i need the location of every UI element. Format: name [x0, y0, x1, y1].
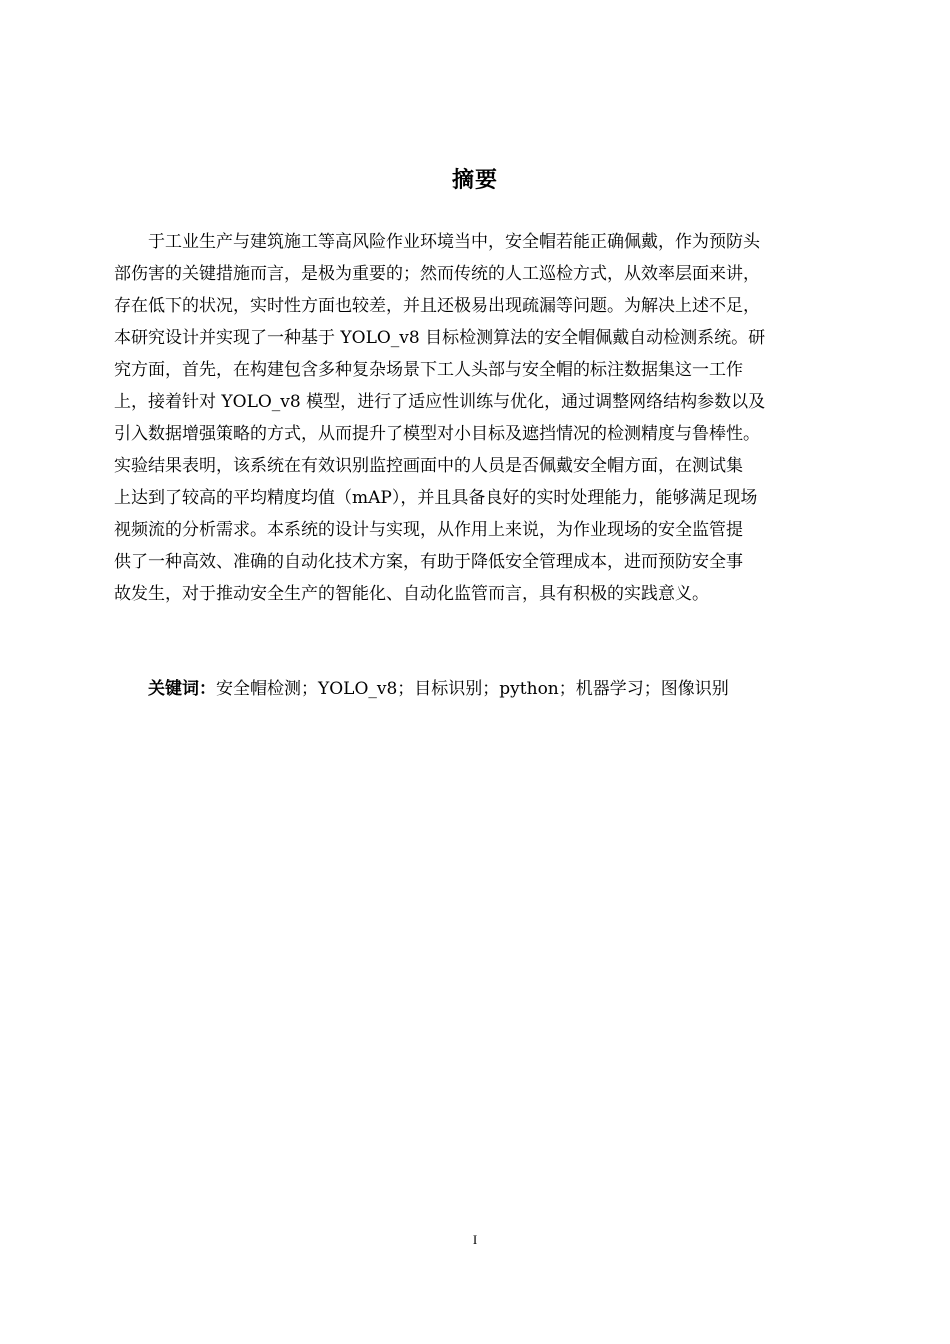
abstract-line: 存在低下的状况，实时性方面也较差，并且还极易出现疏漏等问题。为解决上述不足，: [114, 296, 760, 316]
abstract-line: 实验结果表明，该系统在有效识别监控画面中的人员是否佩戴安全帽方面，在测试集: [114, 456, 743, 476]
keywords-line: [148, 675, 729, 703]
keywords-text: 安全帽检测；YOLO_v8；目标识别；python；机器学习；图像识别: [216, 679, 729, 699]
abstract-line: 本研究设计并实现了一种基于 YOLO_v8 目标检测算法的安全帽佩戴自动检测系统。研: [114, 328, 766, 348]
abstract-body: [114, 226, 838, 610]
abstract-line: 究方面，首先，在构建包含多种复杂场景下工人头部与安全帽的标注数据集这一工作: [114, 360, 743, 380]
abstract-line: 视频流的分析需求。本系统的设计与实现，从作用上来说，为作业现场的安全监管提: [114, 520, 743, 540]
abstract-line: 于工业生产与建筑施工等高风险作业环境当中，安全帽若能正确佩戴，作为预防头: [148, 232, 760, 252]
abstract-line: 上，接着针对 YOLO_v8 模型，进行了适应性训练与优化，通过调整网络结构参数以及: [114, 392, 766, 412]
page-number: I: [472, 1232, 478, 1247]
abstract-line: 上达到了较高的平均精度均值（mAP），并且具备良好的实时处理能力，能够满足现场: [114, 488, 758, 508]
abstract-title: 摘要: [451, 168, 498, 193]
abstract-line: 引入数据增强策略的方式，从而提升了模型对小目标及遮挡情况的检测精度与鲁棒性。: [114, 424, 760, 444]
abstract-line: 部伤害的关键措施而言，是极为重要的；然而传统的人工巡检方式，从效率层面来讲，: [114, 264, 760, 284]
abstract-line: 故发生，对于推动安全生产的智能化、自动化监管而言，具有积极的实践意义。: [114, 584, 709, 604]
abstract-line: 供了一种高效、准确的自动化技术方案，有助于降低安全管理成本，进而预防安全事: [114, 552, 743, 572]
keywords-label: 关键词：: [148, 679, 216, 699]
